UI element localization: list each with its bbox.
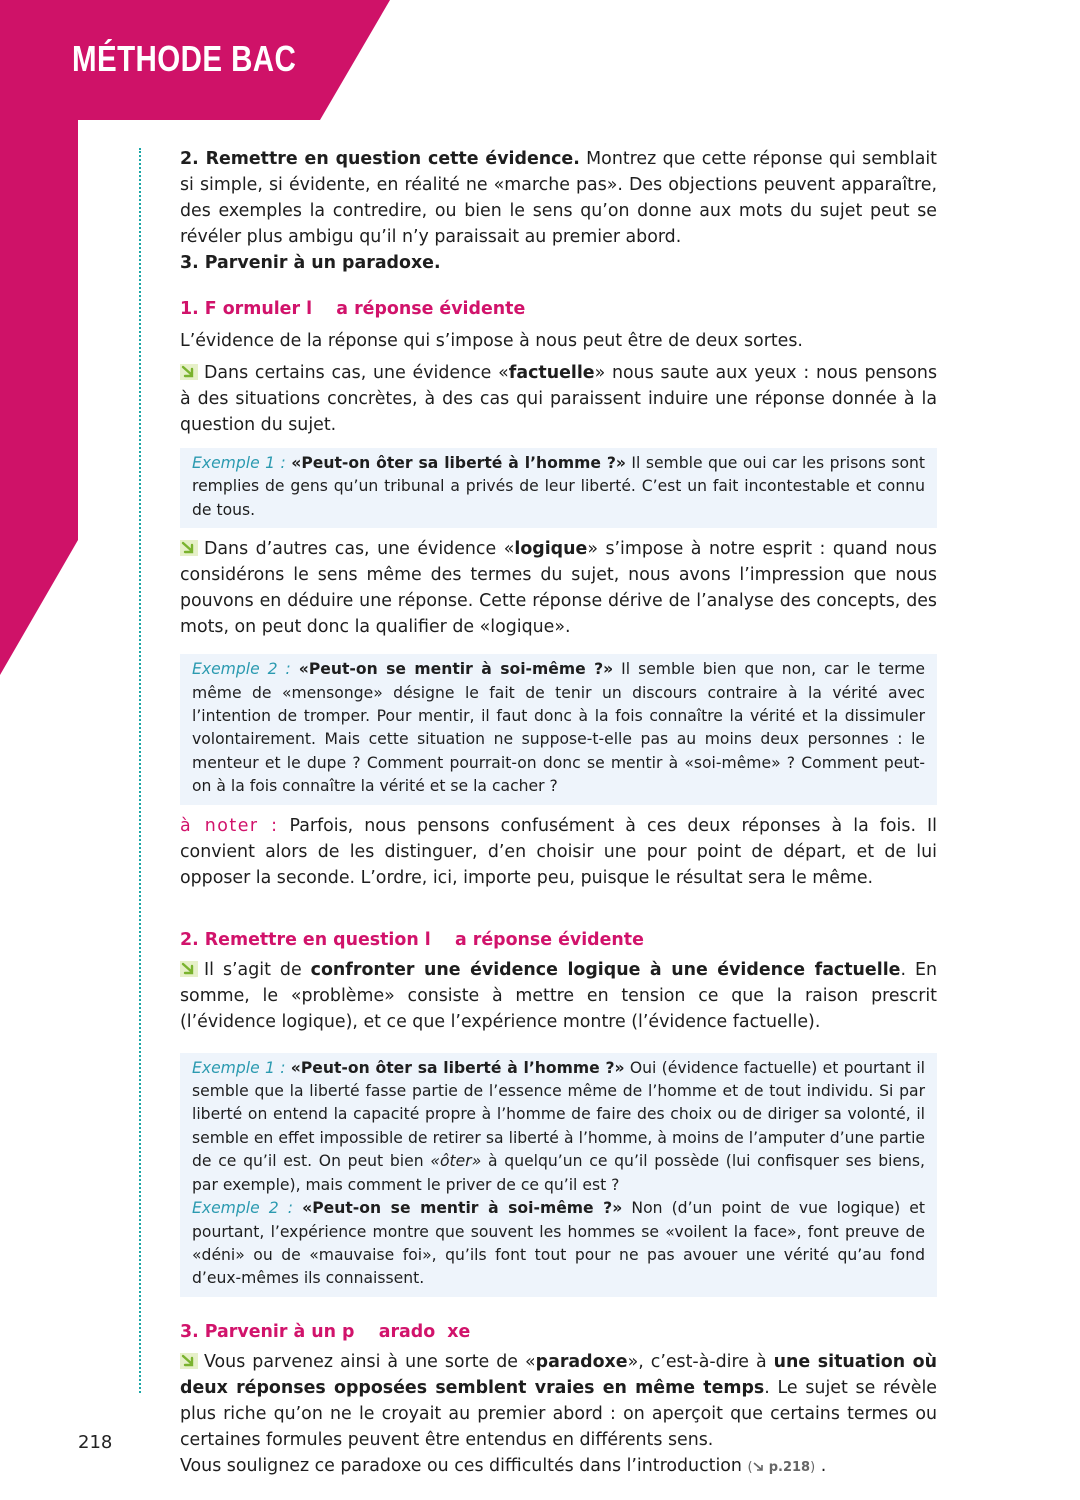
example-box-2 — [180, 654, 937, 804]
example-text: Exemple 1 : «Peut-on ôter sa liberté à l’homme ?» Il semble que oui car les prisons sont remplies de gens qu’un tribunal a privés de leur liberté. C’est un fait incontestable et connu de tous. — [192, 454, 926, 519]
page-number: 218 — [78, 1432, 113, 1453]
section2-heading: 2. Remettre en question l a réponse évidente — [180, 929, 644, 950]
section1-heading: 1. F ormuler l a réponse évidente — [180, 299, 526, 319]
section2-bullet: Il s’agit de confronter une évidence logique à une évidence factuelle. En somme, le «problème» consiste à mettre en tension ce que la raison prescrit (l’évidence logique), et ce que l’expérience montre (l’évidence factuelle). — [180, 959, 937, 1032]
green-arrow-icon — [180, 961, 198, 977]
margin-dotted-rule — [139, 148, 141, 1393]
intro-step-3: 3. Parvenir à un paradoxe. — [180, 253, 441, 273]
section3-heading: 3. Parvenir à un p arado xe — [180, 1321, 471, 1342]
example-box-3 — [180, 1053, 937, 1297]
green-arrow-icon — [180, 364, 198, 380]
section3-bullet: Vous parvenez ainsi à une sorte de «paradoxe», c’est-à-dire à une situation où deux réponses opposées semblent vraies en même temps. Le sujet se révèle plus riche qu’on ne le croyait au premier abord : on aperçoit que certains termes ou certaines formules peuvent être entendus en différents sens. — [180, 1351, 937, 1450]
intro-step-2: 2. Remettre en question cette évidence. Montrez que cette réponse qui semblait si simple, si évidente, en réalité ne «marche pas». Des objections peuvent apparaître, des exemples la contredire, ou bien le sens qu’on donne aux mots du sujet peut se révéler plus ambigu qu’il n’y paraissait au premier abord. — [180, 149, 938, 247]
section1-bullet-logical: Dans d’autres cas, une évidence «logique» s’impose à notre esprit : quand nous considérons le sens même des termes du sujet, nous avons l’impression que nous pouvons en déduire une réponse. Cette réponse dérive de l’analyse des concepts, des mots, on peut donc la qualifier de «logique». — [180, 539, 937, 638]
main-content — [180, 146, 937, 1481]
green-arrow-icon — [180, 1353, 198, 1369]
section-title: MÉTHODE BAC — [72, 38, 297, 79]
example-box-1 — [180, 448, 937, 528]
arrow-down-right-icon — [753, 1462, 765, 1472]
example-text: Exemple 2 : «Peut-on se mentir à soi-même ?» Il semble bien que non, car le terme même de «mensonge» désigne le fait de tenir un discours contraire à la vérité avec l’intention de tromper. Pour mentir, il faut donc à la fois connaître la vérité et la dissimuler volontairement. Mais cette situation ne suppose-t-elle pas au moins deux personnes : le menteur et le dupe ? Comment pourrait-on donc se mentir à «soi-même» ? Comment peut-on à la fois connaître la vérité et se la cacher ? — [192, 660, 925, 796]
example-text: Exemple 1 : «Peut-on ôter sa liberté à l’homme ?» Oui (évidence factuelle) et pourtant il semble que la liberté fasse partie de l’essence même de l’homme et de tout individu. Si par liberté on entend la capacité propre à l’homme de faire des choix ou de diriger sa volonté, il semble en effet impossible de retirer sa liberté à l’homme, à moins de l’amputer d’une partie de ce qu’il est. On peut bien «ôter» à quelqu’un ce qu’il possède (lui confisquer ses biens, par exemple), mais comment le priver de ce qu’il est ? — [192, 1058, 926, 1194]
green-arrow-icon — [180, 540, 198, 556]
example-text: Exemple 2 : «Peut-on se mentir à soi-même ?» Non (d’un point de vue logique) et pourtant, l’expérience montre que souvent les hommes se «voilent la face», font preuve de «déni» ou de «mauvaise foi», qu’ils font tout pour ne pas avouer une vérité qu’au fond d’eux-mêmes ils connaissent. — [192, 1199, 926, 1288]
section1-intro: L’évidence de la réponse qui s’impose à nous peut être de deux sortes. — [180, 331, 803, 351]
page-reference-link[interactable]: ( p.218) — [747, 1459, 816, 1475]
note-box: à noter : Parfois, nous pensons confusément à ces deux réponses à la fois. Il convient alors de les distinguer, d’en choisir une pour point de départ, et de lui opposer la seconde. L’ordre, ici, importe peu, puisque le résultat sera le même. — [180, 815, 937, 888]
section3-closing: Vous soulignez ce paradoxe ou ces difficultés dans l’introduction ( p.218) . — [180, 1455, 827, 1476]
section1-bullet-factual: Dans certains cas, une évidence «factuelle» nous saute aux yeux : nous pensons à des situations concrètes, à des cas qui paraissent induire une réponse donnée à la question du sujet. — [180, 363, 938, 435]
